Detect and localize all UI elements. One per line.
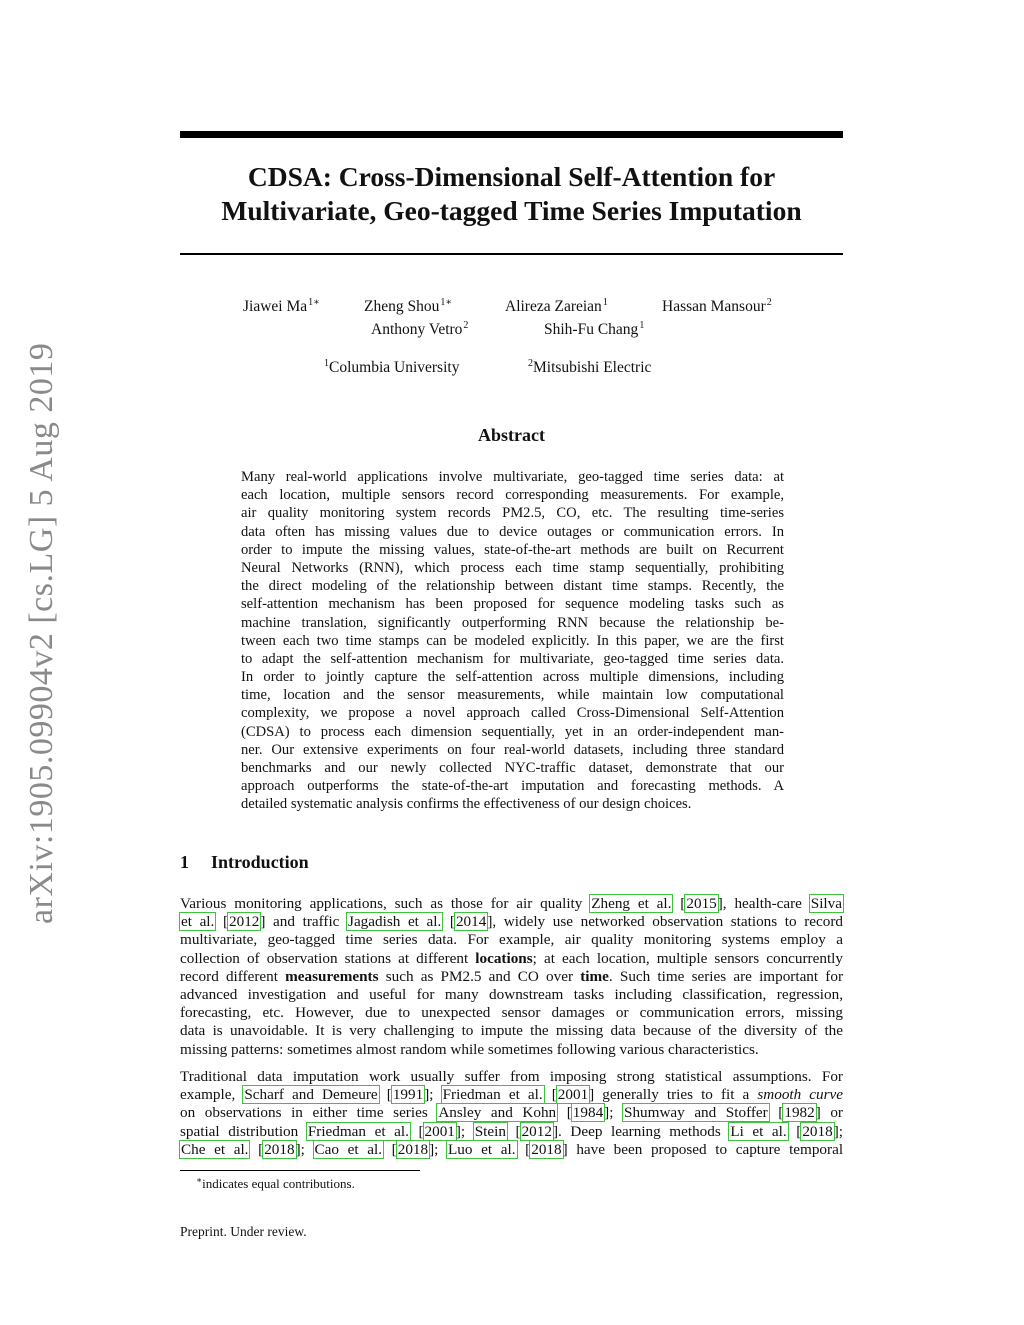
paragraph-line: Traditional data imputation work usually suffer from imposing strong statistical assumptions. For [180, 1068, 843, 1085]
paragraph-line: data is unavoidable. It is very challenging to impute the missing data because of the diversity of the [180, 1022, 843, 1040]
abstract-line: data often has missing values due to device outages or communication errors. In [241, 523, 784, 540]
title-line-2: Multivariate, Geo-tagged Time Series Imputation [221, 195, 802, 226]
abstract-line: approach outperforms the state-of-the-art imputation and forecasting methods. A [241, 778, 784, 795]
author-name: Alireza Zareian$^1$ [505, 297, 608, 315]
citation-link[interactable]: Friedman et al. [442, 1086, 543, 1104]
citation-link[interactable]: Ansley and Kohn [438, 1104, 557, 1122]
author-name: Shih-Fu Chang$^1$ [544, 320, 645, 338]
citation-link[interactable]: Friedman et al. [307, 1122, 409, 1140]
citation-link[interactable]: 2018 [397, 1140, 429, 1158]
citation-link[interactable]: Cao et al. [314, 1140, 382, 1158]
paragraph-line: missing patterns: sometimes almost random while sometimes following various characteristics. [180, 1040, 759, 1058]
abstract-line: tween each two time stamps can be modeled explicitly. In this paper, we are the first [241, 632, 784, 649]
paragraph-line: Various monitoring applications, such as those for air quality Zheng et al. [2015], health-care Silva [180, 895, 842, 912]
abstract-line: Many real-world applications involve multivariate, geo-tagged time series data: at [241, 469, 784, 485]
author-name: Jiawei $Ma^{1∗}$ [243, 297, 320, 315]
citation-link[interactable]: 2015 [686, 895, 717, 912]
abstract-line: each location, multiple sensors record corresponding measurements. For example, [241, 487, 784, 504]
abstract-heading: Abstract [478, 425, 545, 445]
abstract-line: to adapt the self-attention mechanism for multivariate, geo-tagged time series data. [241, 650, 784, 667]
paragraph-line: et al. [2012] and traffic Jagadish et al. [2014], widely use networked observation stations to record [181, 913, 844, 931]
paragraph-line: advanced investigation and useful for many downstream tasks including classification, regression, [180, 985, 843, 1003]
footnote-text: indicates equal contributions. [202, 1176, 355, 1191]
citation-link[interactable]: Jagadish et al. [348, 913, 442, 931]
paragraph-line: multivariate, geo-tagged time series data. For example, air quality monitoring systems employ a [180, 931, 843, 949]
intro-paragraph-2 [180, 1068, 843, 1159]
section-title: Introduction [211, 852, 309, 872]
section-number: 1 [180, 852, 189, 872]
citation-link[interactable]: Silva [810, 895, 842, 912]
abstract-line: In order to jointly capture the self-attention across multiple dimensions, including [241, 669, 784, 686]
abstract-line: the direct modeling of the relationship between distant time stamps. Recently, the [241, 578, 784, 595]
citation-link[interactable]: 1991 [392, 1086, 424, 1104]
author-name: Hassan Mansour$^2$ [662, 297, 772, 315]
abstract-line: (CDSA) to process each dimension sequentially, yet in an order-independent man- [241, 723, 784, 740]
citation-link[interactable]: 2018 [531, 1140, 562, 1158]
citation-link[interactable]: Shumway and Stoffer [624, 1104, 768, 1122]
abstract-line: ner. Our extensive experiments on four real-world datasets, including three standard [241, 741, 784, 758]
paragraph-line: spatial distribution Friedman et al. [2001]; Stein [2012]. Deep learning methods Li et al. [2018]; [180, 1122, 843, 1140]
citation-link[interactable]: et al. [181, 913, 215, 931]
footnote [196, 1175, 355, 1192]
citation-link[interactable]: Zheng et al. [591, 895, 672, 912]
affiliation: $^2$Mitsubishi Electric [528, 358, 652, 376]
citation-link[interactable]: Scharf and Demeure [244, 1086, 378, 1104]
citation-link[interactable]: 2001 [424, 1122, 455, 1140]
author-name: Anthony Vetro$^2$ [371, 320, 469, 338]
paragraph-line: forecasting, etc. However, due to unexpected sensor damages or communication errors, missing [180, 1004, 843, 1022]
citation-link[interactable]: 1984 [572, 1104, 604, 1122]
section-heading-introduction [180, 852, 309, 873]
paragraph-line: Che et al. [2018]; Cao et al. [2018]; Luo et al. [2018] have been proposed to capture temporal [181, 1140, 844, 1158]
title-bottom-rule [180, 253, 843, 255]
abstract-line: detailed systematic analysis confirms the effectiveness of our design choices. [241, 796, 692, 813]
citation-link[interactable]: Stein [474, 1122, 506, 1140]
title-line-1: CDSA: Cross-Dimensional Self-Attention for [247, 161, 776, 192]
abstract-line: air quality monitoring system records PM2.5, CO, etc. The resulting time-series [241, 505, 784, 522]
abstract-body [241, 468, 784, 814]
paragraph-line: record different measurements such as PM2.5 and CO over time. Such time series are important for [180, 967, 844, 985]
affiliation: $^1$Columbia University [324, 358, 460, 376]
author-name: Zheng Shou$^{1∗}$ [364, 297, 453, 315]
citation-link[interactable]: 2018 [264, 1140, 295, 1158]
abstract-line: order to impute the missing values, state-of-the-art methods are built on Recurrent [241, 541, 784, 558]
author-list [180, 297, 843, 343]
abstract-line: machine translation, significantly outperforming RNN because the relationship be- [241, 614, 784, 631]
citation-link[interactable]: Li et al. [730, 1122, 787, 1140]
citation-link[interactable]: Luo et al. [448, 1140, 516, 1158]
preprint-notice: Preprint. Under review. [180, 1224, 307, 1239]
citation-link[interactable]: 2012 [521, 1122, 552, 1140]
paragraph-line: collection of observation stations at different locations; at each location, multiple sensors concurrently [180, 949, 843, 967]
paper-title [180, 160, 843, 228]
paragraph-line: example, Scharf and Demeure [1991]; Friedman et al. [2001] generally tries to fit a smooth curve [180, 1086, 844, 1104]
paragraph-line: on observations in either time series Ansley and Kohn [1984]; Shumway and Stoffer [1982] or [180, 1104, 843, 1122]
citation-link[interactable]: Che et al. [181, 1140, 249, 1158]
abstract-line: Neural Networks (RNN), which process each time stamp sequentially, prohibiting [241, 559, 784, 576]
abstract-line: self-attention mechanism has been proposed for sequence modeling tasks such as [241, 596, 784, 613]
abstract-line: benchmarks and our newly collected NYC-traffic dataset, demonstrate that our [241, 760, 784, 776]
abstract-line: time, location and the sensor measurements, while maintain low computational [241, 687, 784, 704]
intro-paragraph-1 [180, 895, 843, 1059]
arxiv-identifier-stamp: arXiv:1905.09904v2 [cs.LG] 5 Aug 2019 [23, 342, 60, 924]
citation-link[interactable]: 2001 [557, 1086, 589, 1104]
citation-link[interactable]: 2014 [455, 913, 487, 931]
citation-link[interactable]: 2012 [229, 913, 260, 931]
citation-link[interactable]: 2018 [802, 1122, 833, 1140]
title-top-rule [180, 131, 843, 138]
footnote-mark: ∗ [196, 1175, 203, 1185]
citation-link[interactable]: 1982 [784, 1104, 815, 1122]
footnote-rule [180, 1170, 420, 1171]
abstract-line: complexity, we propose a novel approach called Cross-Dimensional Self-Attention [241, 705, 784, 722]
